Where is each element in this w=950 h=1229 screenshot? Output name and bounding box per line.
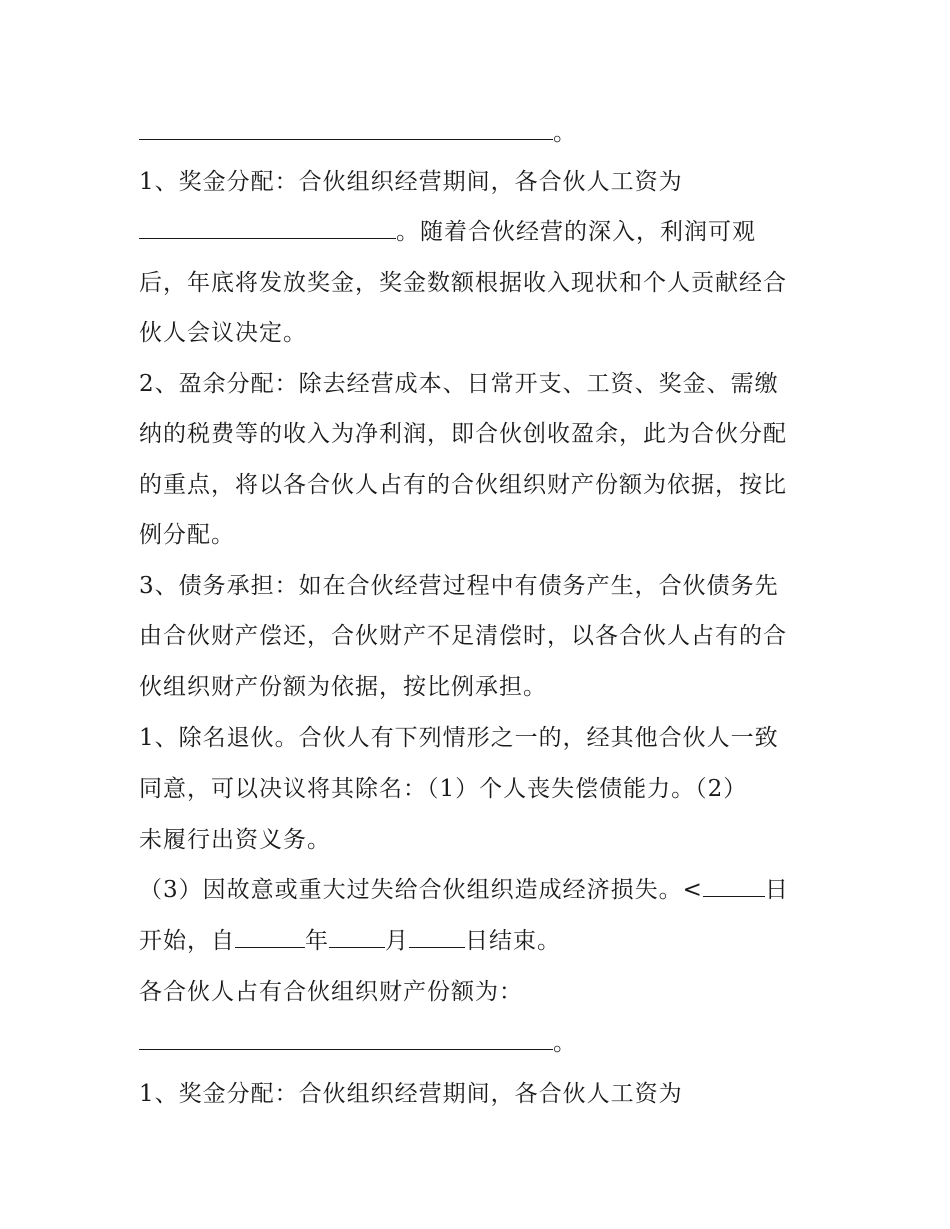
text-line: 3、债务承担：如在合伙经营过程中有债务产生，合伙债务先	[139, 573, 779, 599]
text-line: 未履行出资义务。	[139, 827, 331, 853]
text-line: 的重点，将以各合伙人占有的合伙组织财产份额为依据，按比	[139, 472, 787, 498]
text-line: 1、奖金分配：合伙组织经营期间，各合伙人工资为	[139, 1081, 683, 1107]
text-line: 纳的税费等的收入为净利润，即合伙创收盈余，此为合伙分配	[139, 421, 787, 447]
fill-in-blank	[139, 220, 396, 239]
fill-in-blank	[409, 929, 465, 948]
fill-in-blank	[329, 929, 385, 948]
text-line: 伙组织财产份额为依据，按比例承担。	[139, 674, 547, 700]
text-line: 由合伙财产偿还，合伙财产不足清偿时，以各合伙人占有的合	[139, 623, 787, 649]
text-line: 。	[139, 1028, 829, 1058]
text-line: 1、奖金分配：合伙组织经营期间，各合伙人工资为	[139, 169, 683, 195]
text-line: 1、除名退伙。合伙人有下列情形之一的，经其他合伙人一致	[139, 725, 779, 751]
text-line: 后，年底将发放奖金，奖金数额根据收入现状和个人贡献经合	[139, 270, 787, 296]
text-line: 。	[139, 118, 829, 148]
text-line: 开始，自 年 月 日结束。	[139, 928, 561, 954]
text-line: 同意，可以决议将其除名：（1）个人丧失偿债能力。（2）	[139, 776, 748, 802]
text-line: 例分配。	[139, 522, 235, 548]
text-line: 。随着合伙经营的深入，利润可观	[139, 217, 829, 247]
text-line: 各合伙人占有合伙组织财产份额为：	[139, 979, 523, 1005]
text-line: （3）因故意或重大过失给合伙组织造成经济损失。< 日	[139, 877, 789, 903]
fill-in-blank	[235, 929, 305, 948]
text-line: 伙人会议决定。	[139, 320, 307, 346]
text-line: 2、盈余分配：除去经营成本、日常开支、工资、奖金、需缴	[139, 371, 779, 397]
fill-in-blank	[703, 878, 765, 897]
fill-in-blank	[139, 121, 553, 140]
fill-in-blank	[139, 1031, 553, 1050]
